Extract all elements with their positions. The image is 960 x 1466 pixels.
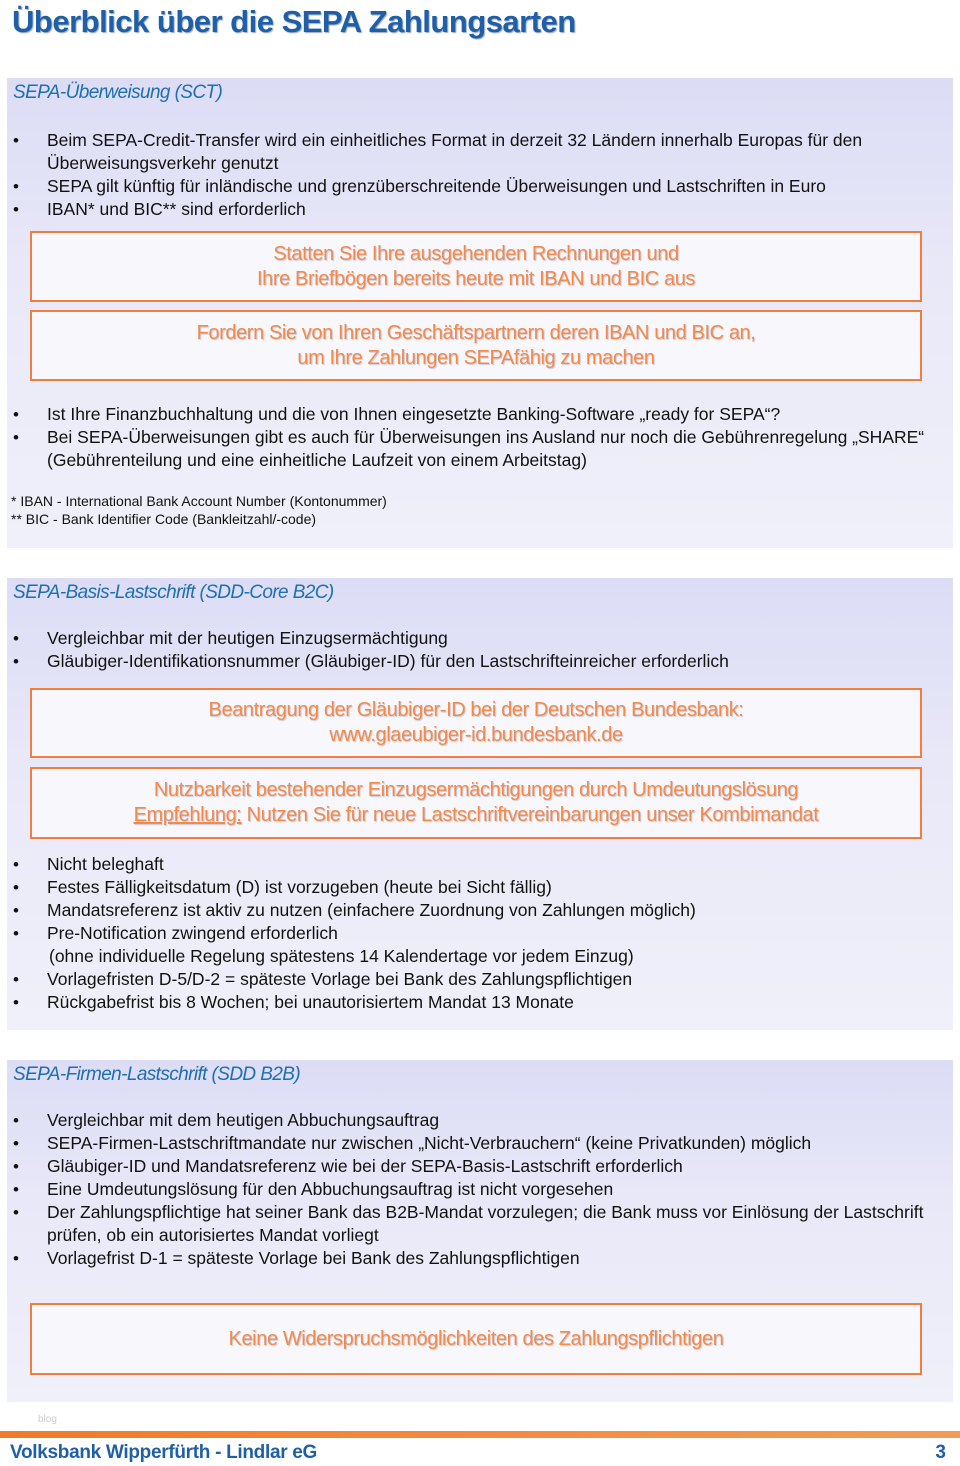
callout-line: Keine Widerspruchsmöglichkeiten des Zahlungspflichtigen bbox=[228, 1327, 724, 1350]
list-item: • Nicht beleghaft bbox=[7, 853, 953, 876]
callout-line: Statten Sie Ihre ausgehenden Rechnungen und bbox=[273, 242, 679, 265]
list-item: • Ist Ihre Finanzbuchhaltung und die von Ihnen eingesetzte Banking-Software „ready for SEPA“? bbox=[7, 403, 953, 426]
list-item-continuation: (ohne individuelle Regelung spätestens 14 Kalendertage vor jedem Einzug) bbox=[49, 946, 634, 966]
callout-request-iban bbox=[30, 310, 922, 381]
list-item: • Vorlagefristen D-5/D-2 = späteste Vorlage bei Bank des Zahlungspflichtigen bbox=[7, 968, 953, 991]
list-item: • Beim SEPA-Credit-Transfer wird ein einheitliches Format in derzeit 32 Ländern innerhalb Europas für den Überweisungsverkehr genutzt bbox=[7, 129, 953, 175]
list-item: • SEPA gilt künftig für inländische und grenzüberschreitende Überweisungen und Lastschriften in Euro bbox=[7, 175, 953, 198]
callout-no-objection bbox=[30, 1303, 922, 1375]
footnote-bic: ** BIC - Bank Identifier Code (Bankleitzahl/-code) bbox=[11, 511, 317, 527]
callout-line: Nutzbarkeit bestehender Einzugsermächtigungen durch Umdeutungslösung bbox=[153, 779, 799, 801]
callout-iban-invoices bbox=[30, 231, 922, 302]
footnote-iban: * IBAN - International Bank Account Number (Kontonummer) bbox=[11, 493, 387, 509]
section-heading-sdd-core: SEPA-Basis-Lastschrift (SDD-Core B2C) bbox=[13, 582, 334, 603]
list-item: • SEPA-Firmen-Lastschriftmandate nur zwischen „Nicht-Verbrauchern“ (keine Privatkunden) möglich bbox=[7, 1132, 953, 1155]
footnotes bbox=[11, 492, 387, 528]
recommendation-label: Empfehlung: bbox=[133, 804, 242, 826]
callout-line: um Ihre Zahlungen SEPAfähig zu machen bbox=[297, 346, 655, 369]
section-sdd-core bbox=[7, 578, 953, 1030]
list-item: • Eine Umdeutungslösung für den Abbuchungsauftrag ist nicht vorgesehen bbox=[7, 1178, 953, 1201]
callout-kombimandat bbox=[30, 767, 922, 839]
callout-glaeubiger-id bbox=[30, 688, 922, 758]
sdd-core-bullets-top bbox=[7, 627, 953, 673]
sdd-core-bullets-bottom bbox=[7, 853, 953, 1014]
section-sct bbox=[7, 78, 953, 548]
callout-line: www.glaeubiger-id.bundesbank.de bbox=[329, 724, 623, 746]
list-item: • Der Zahlungspflichtige hat seiner Bank das B2B-Mandat vorzulegen; die Bank muss vor Einlösung der Lastschrift prüfen, ob ein autorisiertes Mandat vorliegt bbox=[7, 1201, 953, 1247]
list-item: • Bei SEPA-Überweisungen gibt es auch für Überweisungen ins Ausland nur noch die Gebührenregelung „SHARE“ (Gebührenteilung und eine einheitliche Laufzeit von einem Arbeitstag) bbox=[7, 426, 953, 472]
list-item: • Festes Fälligkeitsdatum (D) ist vorzugeben (heute bei Sicht fällig) bbox=[7, 876, 953, 899]
list-item: • Vergleichbar mit der heutigen Einzugsermächtigung bbox=[7, 627, 953, 650]
section-sdd-b2b bbox=[7, 1060, 953, 1402]
recommendation-text: Nutzen Sie für neue Lastschriftvereinbarungen unser Kombimandat bbox=[241, 804, 819, 826]
list-item: • Pre-Notification zwingend erforderlich bbox=[7, 922, 953, 945]
sct-bullets-bottom bbox=[7, 403, 953, 472]
sdd-b2b-bullets bbox=[7, 1109, 953, 1270]
page-number: 3 bbox=[935, 1442, 946, 1463]
list-item: • Vergleichbar mit dem heutigen Abbuchungsauftrag bbox=[7, 1109, 953, 1132]
list-item: • IBAN* und BIC** sind erforderlich bbox=[7, 198, 953, 221]
list-item: • Gläubiger-Identifikationsnummer (Gläubiger-ID) für den Lastschrifteinreicher erforderlich bbox=[7, 650, 953, 673]
callout-line bbox=[134, 803, 819, 828]
list-item: • Rückgabefrist bis 8 Wochen; bei unautorisiertem Mandat 13 Monate bbox=[7, 991, 953, 1014]
callout-line: Ihre Briefbögen bereits heute mit IBAN und BIC aus bbox=[256, 267, 696, 290]
section-heading-sct: SEPA-Überweisung (SCT) bbox=[13, 82, 223, 103]
watermark: blog bbox=[38, 1414, 57, 1425]
callout-line: Fordern Sie von Ihren Geschäftspartnern deren IBAN und BIC an, bbox=[196, 321, 756, 344]
callout-line: Beantragung der Gläubiger-ID bei der Deutschen Bundesbank: bbox=[208, 699, 744, 721]
list-item: • Gläubiger-ID und Mandatsreferenz wie bei der SEPA-Basis-Lastschrift erforderlich bbox=[7, 1155, 953, 1178]
section-heading-sdd-b2b: SEPA-Firmen-Lastschrift (SDD B2B) bbox=[13, 1064, 301, 1085]
list-item: • Mandatsreferenz ist aktiv zu nutzen (einfachere Zuordnung von Zahlungen möglich) bbox=[7, 899, 953, 922]
page-title: Überblick über die SEPA Zahlungsarten bbox=[12, 4, 576, 39]
list-item: • Vorlagefrist D-1 = späteste Vorlage bei Bank des Zahlungspflichtigen bbox=[7, 1247, 953, 1270]
footer-bank-name: Volksbank Wipperfürth - Lindlar eG bbox=[10, 1442, 318, 1463]
footer-divider bbox=[0, 1431, 960, 1438]
sct-bullets-top bbox=[7, 129, 953, 221]
